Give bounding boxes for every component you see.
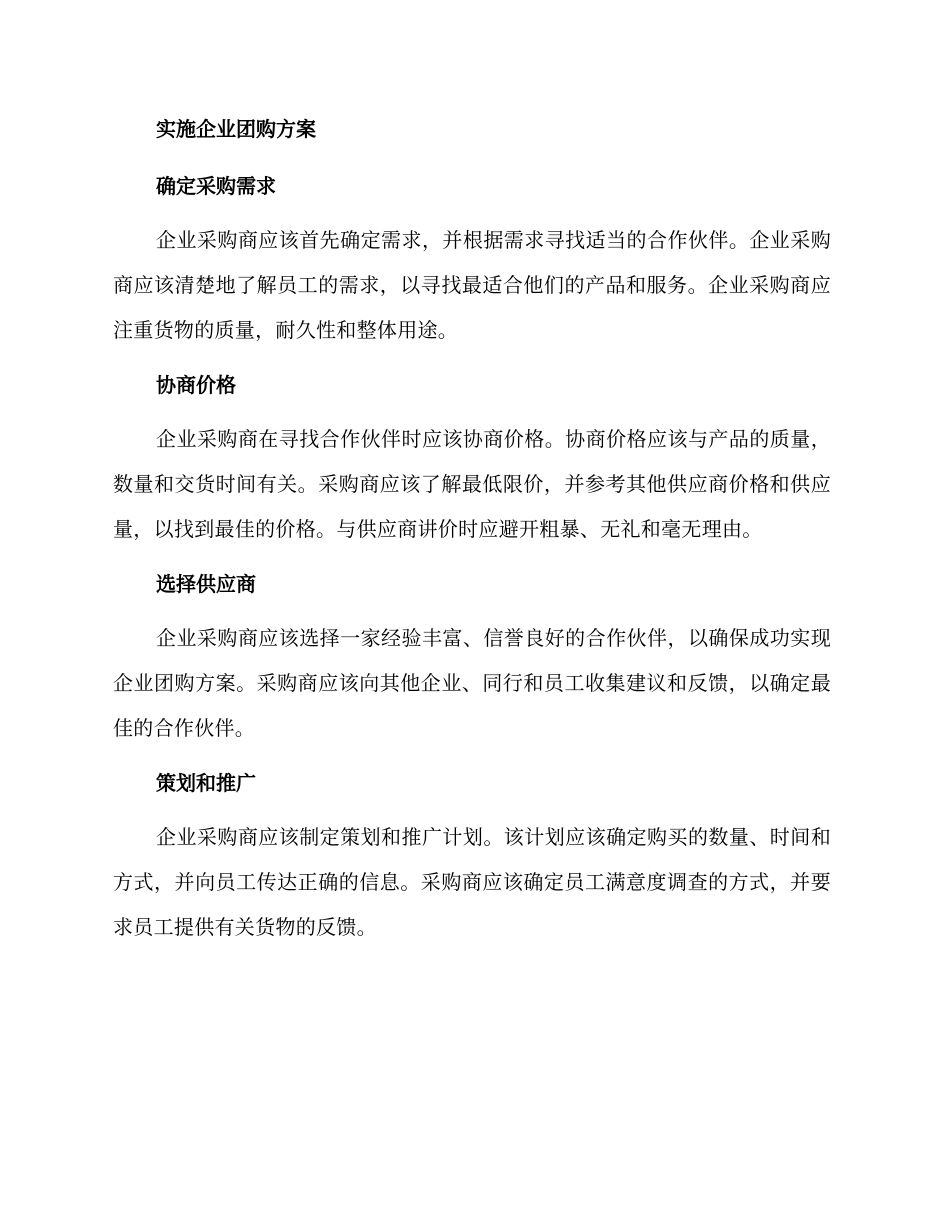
section-body-price: 企业采购商在寻找合作伙伴时应该协商价格。协商价格应该与产品的质量，数量和交货时间有关。采购商应该了解最低限价，并参考其他供应商价格和供应量，以找到最佳的价格。与供应商讲价时应避开粗暴、无礼和毫无理由。 [113, 427, 831, 541]
section-body-supplier: 企业采购商应该选择一家经验丰富、信誉良好的合作伙伴，以确保成功实现企业团购方案。采购商应该向其他企业、同行和员工收集建议和反馈，以确定最佳的合作伙伴。 [113, 626, 831, 740]
document-title: 实施企业团购方案 [156, 117, 316, 141]
section-heading-supplier: 选择供应商 [156, 572, 256, 596]
section-body-promotion: 企业采购商应该制定策划和推广计划。该计划应该确定购买的数量、时间和方式，并向员工传达正确的信息。采购商应该确定员工满意度调查的方式，并要求员工提供有关货物的反馈。 [113, 825, 831, 939]
section-heading-requirements: 确定采购需求 [156, 174, 276, 198]
section-heading-promotion: 策划和推广 [156, 771, 256, 795]
section-heading-price: 协商价格 [156, 373, 236, 397]
document-content [113, 110, 831, 950]
section-body-requirements: 企业采购商应该首先确定需求，并根据需求寻找适当的合作伙伴。企业采购商应该清楚地了解员工的需求，以寻找最适合他们的产品和服务。企业采购商应注重货物的质量，耐久性和整体用途。 [113, 228, 831, 342]
